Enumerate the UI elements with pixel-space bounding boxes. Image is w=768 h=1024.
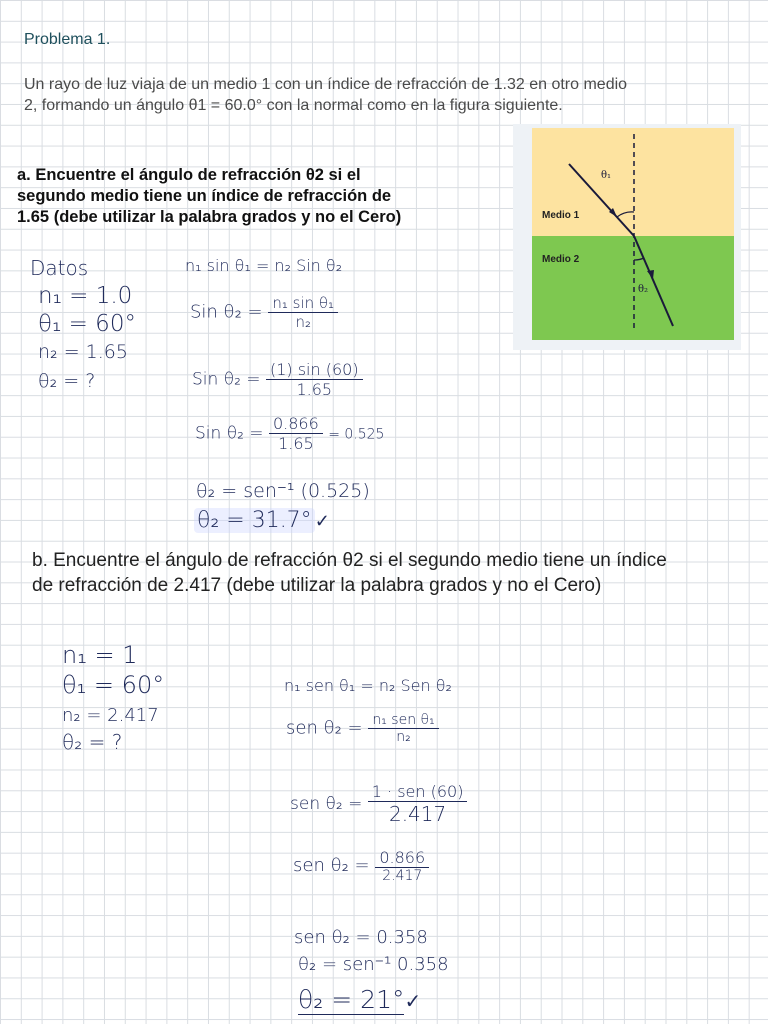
step-a3	[195, 414, 384, 453]
step-b3-num: 0.866	[375, 848, 429, 868]
step-a2-den: 1.65	[296, 380, 333, 399]
snell-law-b: n₁ sen θ₁ = n₂ Sen θ₂	[284, 676, 452, 695]
step-a2	[192, 360, 363, 399]
inverse-b: θ₂ = sen⁻¹ 0.358	[298, 954, 449, 975]
theta2-label: θ₂	[638, 284, 649, 295]
step-b2	[290, 782, 467, 826]
step-a3-lhs: Sin θ₂ =	[195, 423, 264, 444]
step-a2-fraction	[266, 360, 363, 399]
datos-a-n1: n₁ = 1.0	[38, 283, 133, 309]
step-a1	[190, 294, 338, 331]
question-b-line-1: b. Encuentre el ángulo de refracción θ2 si el segundo medio tiene un índice	[32, 550, 667, 571]
datos-a-n2: n₂ = 1.65	[38, 341, 128, 363]
step-b2-den: 2.417	[388, 802, 447, 826]
step-a2-num: (1) sin (60)	[266, 360, 363, 380]
step-a1-den: n₂	[295, 313, 311, 331]
answer-a-check-icon: ✓	[314, 511, 330, 532]
datos-b-theta1: θ₁ = 60°	[62, 671, 165, 699]
question-b-line-2: de refracción de 2.417 (debe utilizar la palabra grados y no el Cero)	[32, 575, 602, 596]
question-a-line-2: segundo medio tiene un índice de refracción de	[17, 187, 392, 205]
step-b2-num: 1 · sen (60)	[368, 782, 468, 802]
question-b	[32, 548, 762, 598]
answer-b-check-icon: ✓	[404, 989, 422, 1013]
step-b2-fraction	[368, 782, 468, 826]
datos-b-n2: n₂ = 2.417	[62, 705, 159, 726]
step-a1-lhs: Sin θ₂ =	[190, 301, 263, 323]
medio-2-region	[532, 236, 734, 340]
step-b1-den: n₂	[396, 729, 411, 745]
step-a3-den: 1.65	[278, 434, 314, 453]
step-b1-num: n₁ sen θ₁	[368, 712, 438, 729]
datos-b-theta2: θ₂ = ?	[62, 730, 123, 754]
inverse-a: θ₂ = sen⁻¹ (0.525)	[196, 480, 370, 502]
step-a3-num: 0.866	[269, 414, 323, 434]
refraction-diagram	[513, 124, 741, 350]
datos-b-n1: n₁ = 1	[62, 641, 138, 669]
theta1-label: θ₁	[601, 170, 612, 181]
step-a1-fraction	[268, 294, 338, 331]
step-b4: sen θ₂ = 0.358	[294, 927, 428, 948]
step-b2-lhs: sen θ₂ =	[290, 794, 363, 814]
step-b3-lhs: sen θ₂ =	[293, 855, 370, 876]
datos-a-theta2: θ₂ = ?	[38, 370, 96, 392]
answer-b-text: θ₂ = 21°	[298, 985, 405, 1014]
snell-law-a: n₁ sin θ₁ = n₂ Sin θ₂	[185, 256, 343, 275]
step-b1-fraction	[368, 712, 438, 745]
answer-b	[298, 985, 421, 1014]
step-b3-fraction	[375, 848, 429, 884]
medio-1-label: Medio 1	[542, 210, 580, 221]
question-a	[17, 165, 457, 228]
answer-a-text: θ₂ = 31.7°	[194, 508, 315, 533]
step-a3-result: = 0.525	[328, 426, 385, 443]
intro-line-1: Un rayo de luz viaja de un medio 1 con un índice de refracción de 1.32 en otro medio	[24, 76, 628, 93]
step-b3	[293, 848, 429, 884]
answer-a	[194, 508, 330, 533]
intro-line-2: 2, formando un ángulo θ1 = 60.0° con la normal como en la figura siguiente.	[24, 97, 563, 114]
datos-title: Datos	[30, 256, 89, 280]
step-b1-lhs: sen θ₂ =	[286, 717, 363, 739]
step-a1-num: n₁ sin θ₁	[268, 294, 338, 313]
medio-2-label: Medio 2	[542, 254, 580, 265]
problem-statement	[24, 74, 744, 116]
step-a3-fraction	[269, 414, 323, 453]
refraction-figure	[513, 124, 741, 350]
step-b3-den: 2.417	[382, 868, 423, 884]
question-a-line-3: 1.65 (debe utilizar la palabra grados y no el Cero)	[17, 208, 402, 226]
question-a-line-1: a. Encuentre el ángulo de refracción θ2 si el	[17, 166, 361, 184]
datos-a-theta1: θ₁ = 60°	[38, 311, 136, 337]
step-a2-lhs: Sin θ₂ =	[192, 369, 261, 390]
problem-title: Problema 1.	[24, 31, 111, 48]
step-b1	[286, 712, 439, 745]
